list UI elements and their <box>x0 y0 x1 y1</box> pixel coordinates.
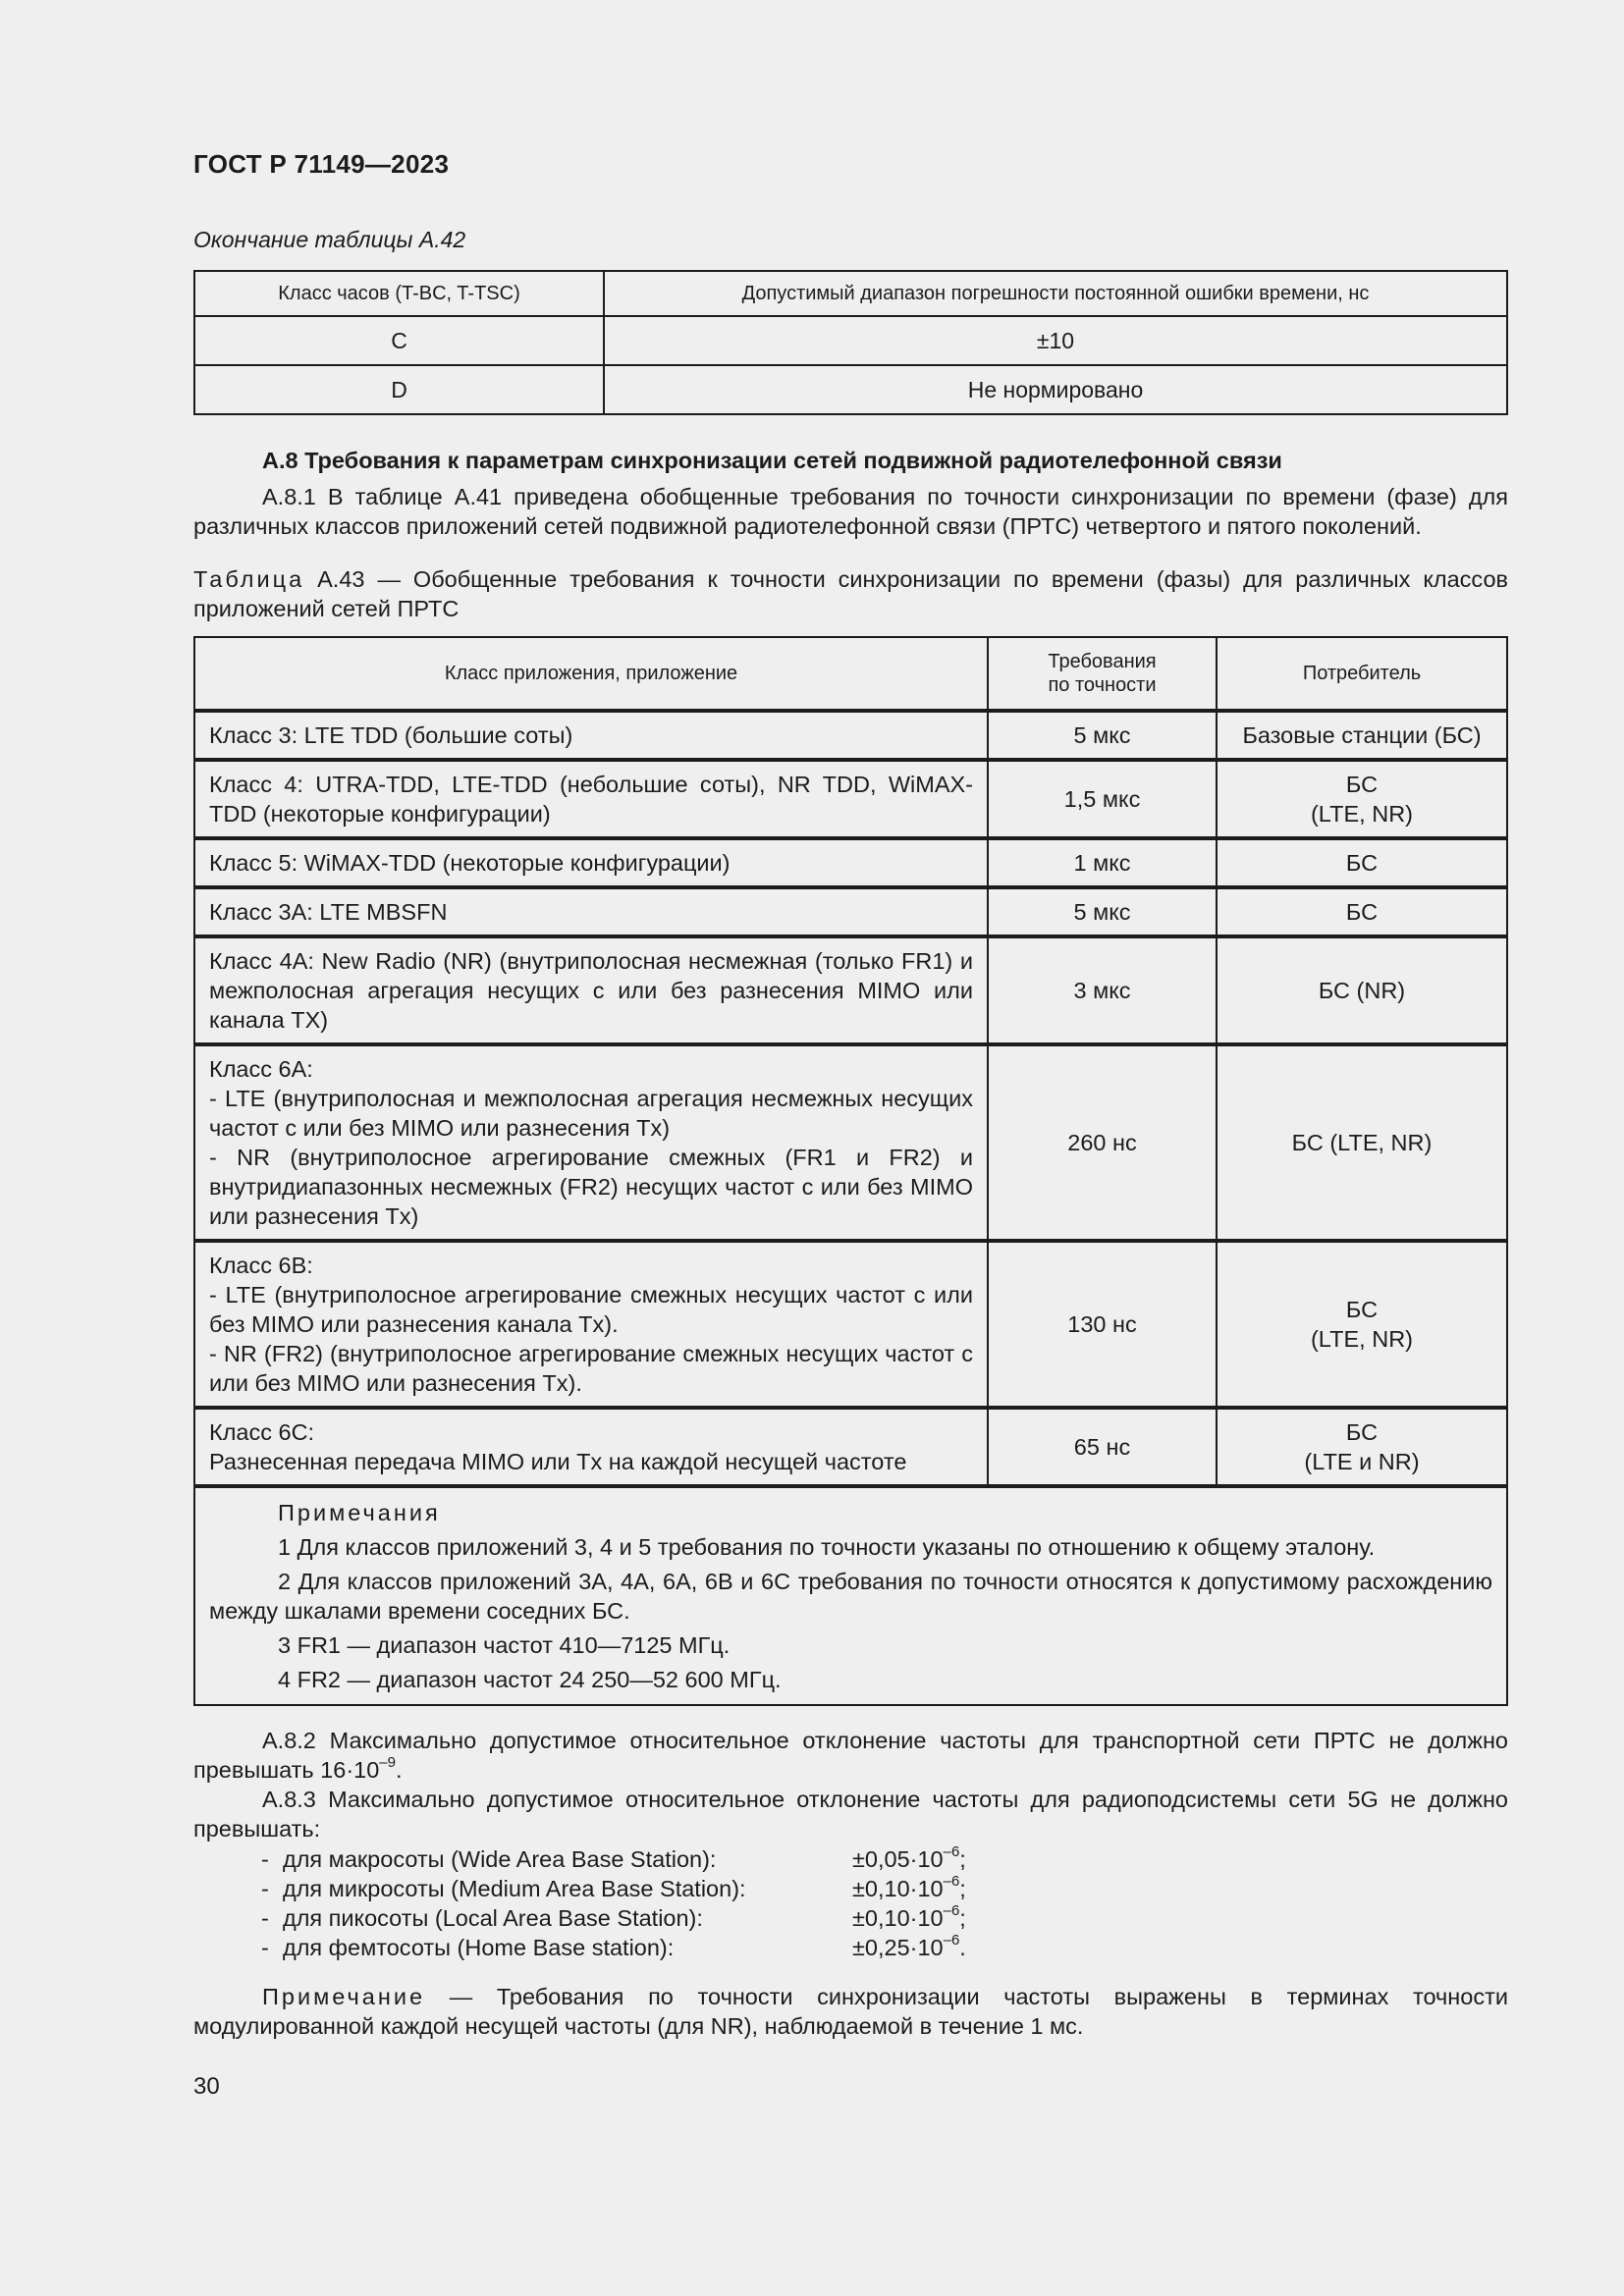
consumer-cell <box>1217 760 1507 838</box>
accuracy-cell: 1 мкс <box>988 838 1217 887</box>
table-a43 <box>193 636 1508 1706</box>
table-row <box>194 1241 1507 1408</box>
accuracy-cell: 65 нс <box>988 1408 1217 1486</box>
list-value <box>852 1874 966 1903</box>
consumer-cell <box>1217 1408 1507 1486</box>
table-row <box>194 711 1507 760</box>
cell-line: - LTE (внутриполосное агрегирование смежных несущих частот с или без MIMO или разнесения канала Tx). <box>209 1282 973 1337</box>
paragraph-a83: А.8.3 Максимально допустимое относительное отклонение частоты для радиоподсистемы сети 5G не должно превышать: <box>193 1787 1508 1842</box>
final-note-word: Примечание <box>262 1984 426 2009</box>
cell-line: - LTE (внутриполосная и межполосная агрегация несмежных несущих частот с или без MIMO или разнесения Tx) <box>209 1086 973 1141</box>
list-dash: - <box>261 1846 269 1872</box>
cell-line: - NR (FR2) (внутриполосное агрегирование смежных несущих частот с или без MIMO или разнесения Tx). <box>209 1341 973 1396</box>
accuracy-cell: 5 мкс <box>988 887 1217 936</box>
notes-row <box>194 1486 1507 1705</box>
cell-line: (LTE, NR) <box>1310 1326 1413 1352</box>
table-row <box>194 365 1507 414</box>
header-cell: Потребитель <box>1217 637 1507 711</box>
list-dash: - <box>261 1876 269 1901</box>
class-cell <box>194 1241 988 1408</box>
list-label: для макросоты (Wide Area Base Station): <box>283 1846 717 1872</box>
class-cell <box>194 760 988 838</box>
consumer-cell <box>1217 838 1507 887</box>
table-row <box>194 887 1507 936</box>
caption-text: А.43 — Обобщенные требования к точности синхронизации по времени (фазы) для различных классов приложений сетей ПРТС <box>193 566 1508 621</box>
class-cell <box>194 711 988 760</box>
paragraph-a81: А.8.1 В таблице А.41 приведена обобщенные требования по точности синхронизации по времени (фазе) для различных классов приложений сетей подвижной радиотелефонной связи (ПРТС) четвертого и пятого поколений. <box>193 484 1508 539</box>
header-line: Требования <box>1048 651 1157 672</box>
standard-header: ГОСТ Р 71149—2023 <box>193 149 450 179</box>
a82-exponent: –9 <box>379 1754 396 1772</box>
table-cell: Не нормировано <box>604 365 1507 414</box>
value-base: ±0,10·10 <box>852 1876 944 1901</box>
cell-line: Класс 6B: <box>209 1253 313 1278</box>
value-end: ; <box>959 1876 966 1901</box>
consumer-cell <box>1217 1241 1507 1408</box>
a82-end: . <box>395 1757 403 1783</box>
consumer-cell <box>1217 936 1507 1044</box>
table-continuation-label: Окончание таблицы А.42 <box>193 227 466 252</box>
class-cell <box>194 936 988 1044</box>
table-header-row <box>194 271 1507 316</box>
header-cell: Допустимый диапазон погрешности постоянной ошибки времени, нс <box>604 271 1507 316</box>
cell-line: Базовые станции (БС) <box>1242 722 1482 748</box>
value-exponent: –6 <box>943 1932 960 1949</box>
table-header-row <box>194 637 1507 711</box>
cell-line: БС <box>1345 899 1379 925</box>
accuracy-cell: 5 мкс <box>988 711 1217 760</box>
value-base: ±0,05·10 <box>852 1846 944 1872</box>
header-cell: Класс приложения, приложение <box>194 637 988 711</box>
cell-line: Класс 6C: <box>209 1419 315 1445</box>
class-cell <box>194 887 988 936</box>
table-caption <box>193 564 1508 623</box>
table-row <box>194 1408 1507 1486</box>
cell-line: - NR (внутриполосное агрегирование смежных (FR1 и FR2) и внутридиапазонных несмежных (FR2) несущих частот с или без MIMO или разнесения Tx) <box>209 1145 973 1229</box>
list-label: для микросоты (Medium Area Base Station): <box>283 1876 746 1901</box>
cell-line: БС <box>1345 1297 1379 1322</box>
value-end: ; <box>959 1905 966 1931</box>
cell-line: БС <box>1345 772 1379 797</box>
cell-line: (LTE, NR) <box>1310 801 1413 827</box>
consumer-cell <box>1217 711 1507 760</box>
notes-title: Примечания <box>278 1500 441 1525</box>
section-title: А.8 Требования к параметрам синхронизации сетей подвижной радиотелефонной связи <box>262 448 1282 473</box>
cell-line: Класс 6A: <box>209 1056 313 1082</box>
value-base: ±0,10·10 <box>852 1905 944 1931</box>
note-item: 4 FR2 — диапазон частот 24 250—52 600 МГц. <box>278 1667 782 1692</box>
consumer-cell <box>1217 1044 1507 1241</box>
page-number: 30 <box>193 2073 220 2100</box>
table-row <box>194 1044 1507 1241</box>
consumer-cell <box>1217 887 1507 936</box>
cell-line: Класс 4A: New Radio (NR) (внутриполосная несмежная (только FR1) и межполосная агрегация несущих с или без разнесения MIMO или канала TX) <box>209 948 973 1033</box>
list-dash: - <box>261 1905 269 1931</box>
table-row <box>194 838 1507 887</box>
header-cell <box>988 637 1217 711</box>
list-label: для пикосоты (Local Area Base Station): <box>283 1905 703 1931</box>
cell-line: Класс 3A: LTE MBSFN <box>209 899 448 925</box>
cell-line: Класс 5: WiMAX-TDD (некоторые конфигурации) <box>209 850 731 876</box>
table-cell: C <box>194 316 604 365</box>
cell-line: (LTE и NR) <box>1304 1449 1420 1474</box>
cell-line: БС <box>1345 1419 1379 1445</box>
accuracy-cell: 130 нс <box>988 1241 1217 1408</box>
list-value <box>852 1933 966 1962</box>
note-item: 3 FR1 — диапазон частот 410—7125 МГц. <box>278 1632 731 1658</box>
cell-line: БС <box>1345 850 1379 876</box>
accuracy-cell: 3 мкс <box>988 936 1217 1044</box>
cell-line: Класс 3: LTE TDD (большие соты) <box>209 722 573 748</box>
table-row <box>194 760 1507 838</box>
cell-line: БС (LTE, NR) <box>1291 1130 1433 1155</box>
list-label: для фемтосоты (Home Base station): <box>283 1935 675 1960</box>
value-exponent: –6 <box>943 1843 960 1861</box>
value-exponent: –6 <box>943 1873 960 1891</box>
caption-word: Таблица <box>193 566 305 592</box>
note-item: 1 Для классов приложений 3, 4 и 5 требования по точности указаны по отношению к общему эталону. <box>278 1534 1376 1560</box>
list-dash: - <box>261 1935 269 1960</box>
accuracy-cell: 260 нс <box>988 1044 1217 1241</box>
header-cell: Класс часов (T-BC, T-TSC) <box>194 271 604 316</box>
table-row <box>194 936 1507 1044</box>
cell-line: Класс 4: UTRA-TDD, LTE-TDD (небольшие соты), NR TDD, WiMAX-TDD (некоторые конфигурации) <box>209 772 973 827</box>
table-row <box>194 316 1507 365</box>
value-exponent: –6 <box>943 1902 960 1920</box>
cell-line: Разнесенная передача MIMO или Tx на каждой несущей частоте <box>209 1449 907 1474</box>
value-end: ; <box>959 1846 966 1872</box>
value-end: . <box>959 1935 966 1960</box>
paragraph-a82 <box>193 1726 1508 1785</box>
note-item: 2 Для классов приложений 3A, 4A, 6A, 6B и 6C требования по точности относятся к допустимому расхождению между шкалами времени соседних БС. <box>209 1569 1492 1624</box>
table-a42 <box>193 270 1508 415</box>
cell-line: БС (NR) <box>1318 978 1406 1003</box>
accuracy-cell: 1,5 мкс <box>988 760 1217 838</box>
class-cell <box>194 838 988 887</box>
table-cell: D <box>194 365 604 414</box>
class-cell <box>194 1408 988 1486</box>
a82-text: А.8.2 Максимально допустимое относительное отклонение частоты для транспортной сети ПРТС не должно превышать 16·10 <box>193 1728 1508 1783</box>
value-base: ±0,25·10 <box>852 1935 944 1960</box>
list-value <box>852 1903 966 1933</box>
final-note-text: — Требования по точности синхронизации частоты выражены в терминах точности модулированной каждой несущей частоты (для NR), наблюдаемой в течение 1 мс. <box>193 1984 1508 2039</box>
header-line: по точности <box>1048 674 1157 696</box>
list-value <box>852 1844 966 1874</box>
notes-cell <box>194 1486 1507 1705</box>
final-note <box>193 1982 1508 2041</box>
class-cell <box>194 1044 988 1241</box>
table-cell: ±10 <box>604 316 1507 365</box>
